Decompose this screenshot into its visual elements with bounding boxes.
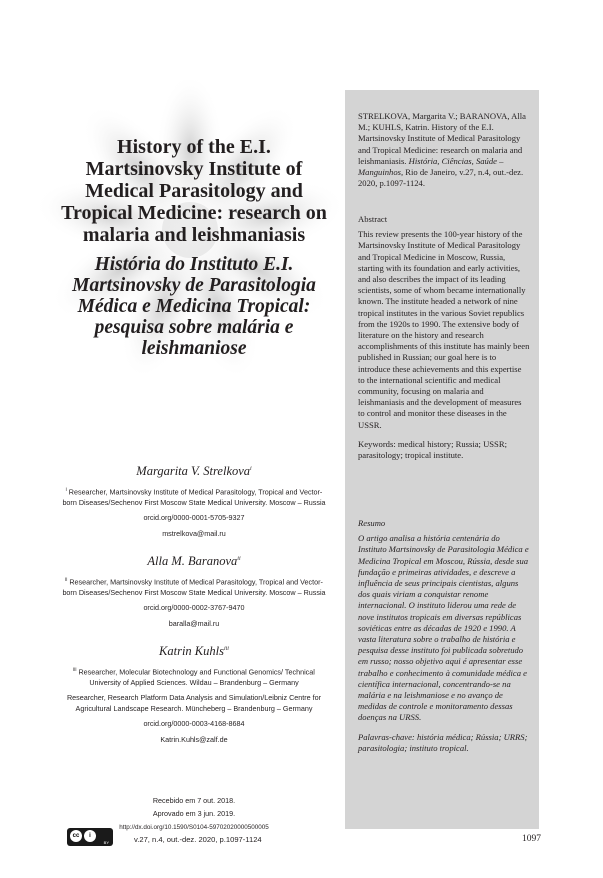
author-affiliation-secondary: Researcher, Research Platform Data Analysis and Simulation/Leibniz Centre for Agricultural Landscape Research. Müncheberg – Brandenburg – Germany — [66, 693, 322, 713]
author-affiliation: $^i$ Researcher, Martsinovsky Institute of Medical Parasitology, Tropical and Vector-born Diseases/Sechenov First Moscow State Medical University. Moscow – Russia — [62, 487, 326, 507]
footer-reference: v.27, n.4, out.-dez. 2020, p.1097-1124 — [134, 835, 262, 844]
received-date: Recebido em 7 out. 2018. — [152, 796, 236, 805]
orcid-link[interactable]: orcid.org/0000-0001-5705-9327 — [143, 513, 245, 523]
resumo-text: O artigo analisa a história centenária do Instituto Martsinovsky de Parasitologia Médica e Medicina Tropical em Moscou, Rússia, desde sua fundação e primeiras atividades, e descreve a influência de seus principais cientistas, alguns dos quais viriam a conquistar renome internacional. O instituto liderou uma rede de nove institutos tropicais em diversas repúblicas soviéticas entre as décadas de 1920 e 1990. A vasta literatura sobre o trabalho de história e pesquisa desse instituto foi publicada sobretudo em russo; nosso objetivo aqui é apresentar esse trabalho e conhecimento à comunidade médica e científica internacional, concentrando-se na malária e na leishmaniose e no avanço de medidas de controle e monitoramento dessas doenças na URSS. — [358, 533, 529, 723]
by-label: BY — [103, 840, 109, 845]
author-affiliation: $^{ii}$ Researcher, Martsinovsky Institute of Medical Parasitology, Tropical and Vector-born Diseases/Sechenov First Moscow State Medical University. Moscow – Russia — [62, 577, 326, 597]
citation — [358, 111, 530, 189]
page-number: 1097 — [522, 834, 541, 844]
email-link[interactable]: mstrelkova@mail.ru — [162, 528, 226, 538]
citation-details: Rio de Janeiro, v.27, n.4, out.-dez. 2020, p.1097-1124. — [358, 167, 524, 189]
author-1-block — [60, 462, 328, 539]
creative-commons-badge[interactable] — [67, 828, 113, 846]
page-footer — [67, 826, 541, 848]
email-link[interactable]: baralla@mail.ru — [168, 618, 220, 628]
resumo-keywords: Palavras-chave: história médica; Rússia; URRS; parasitologia; instituto tropical. — [358, 731, 528, 753]
english-title: History of the E.I. Martsinovsky Institute of Medical Parasitology and Tropical Medicine: research on malaria and leishmaniasis — [61, 136, 327, 246]
doi-link[interactable]: http://dx.doi.org/10.1590/S0104-59702020000500005 — [119, 824, 269, 831]
author-name: Katrin Kuhls$^{iii}$ — [159, 644, 229, 659]
resumo-label: Resumo — [358, 518, 386, 528]
author-3-block — [60, 642, 328, 745]
abstract-text: This review presents the 100-year history of the Martsinovsky Institute of Medical Parasitology and Tropical Medicine in Moscow, Russia, starting with its foundation and early activities, and also describes the impact of its leading scientists, some of whom became internationally known. The institute headed a network of nine tropical institutes in the various Soviet republics from the 1920s to 1990. The extensive body of literature on the history and research accomplishments of this institute has mainly been published in Russian; our goal here is to introduce these achievements and this expertise to the international scientific and medical community, focusing on malaria and leishmaniasis and the development of measures to control and monitor these diseases in the USSR. — [358, 229, 530, 430]
citation-journal: História, Ciências, Saúde – Manguinhos, — [358, 155, 504, 178]
title-block — [60, 136, 328, 359]
cc-icon: cc — [70, 830, 82, 842]
author-2-block — [60, 552, 328, 629]
email-link[interactable]: Katrin.Kuhls@zalf.de — [160, 734, 228, 744]
abstract-section — [358, 214, 530, 461]
submission-dates — [60, 794, 328, 820]
abstract-label: Abstract — [358, 214, 388, 224]
abstract-keywords: Keywords: medical history; Russia; USSR; parasitology; tropical institute. — [358, 438, 507, 461]
citation-main: STRELKOVA, Margarita V.; BARANOVA, Alla M.; KUHLS, Katrin. History of the E.I. Martsinovsky Institute of Medical Parasitology and Tropical Medicine: research on malaria and leishmaniasis. — [358, 111, 526, 166]
orcid-link[interactable]: orcid.org/0000-0003-4168-8684 — [143, 719, 245, 729]
portuguese-title: História do Instituto E.I. Martsinovsky de Parasitologia Médica e Medicina Tropical: pesquisa sobre malária e leishmaniose — [72, 254, 316, 359]
author-affiliation: $^{iii}$ Researcher, Molecular Biotechnology and Functional Genomics/ Technical University of Applied Sciences. Wildau – Brandenburg – Germany — [73, 667, 315, 687]
resumo-section — [358, 518, 530, 754]
by-icon: i — [84, 830, 96, 842]
author-name: Margarita V. Strelkova$^i$ — [136, 464, 252, 479]
author-name: Alla M. Baranova$^{ii}$ — [147, 554, 241, 569]
orcid-link[interactable]: orcid.org/0000-0002-3767-9470 — [143, 603, 245, 613]
approved-date: Aprovado em 3 jun. 2019. — [152, 809, 236, 818]
